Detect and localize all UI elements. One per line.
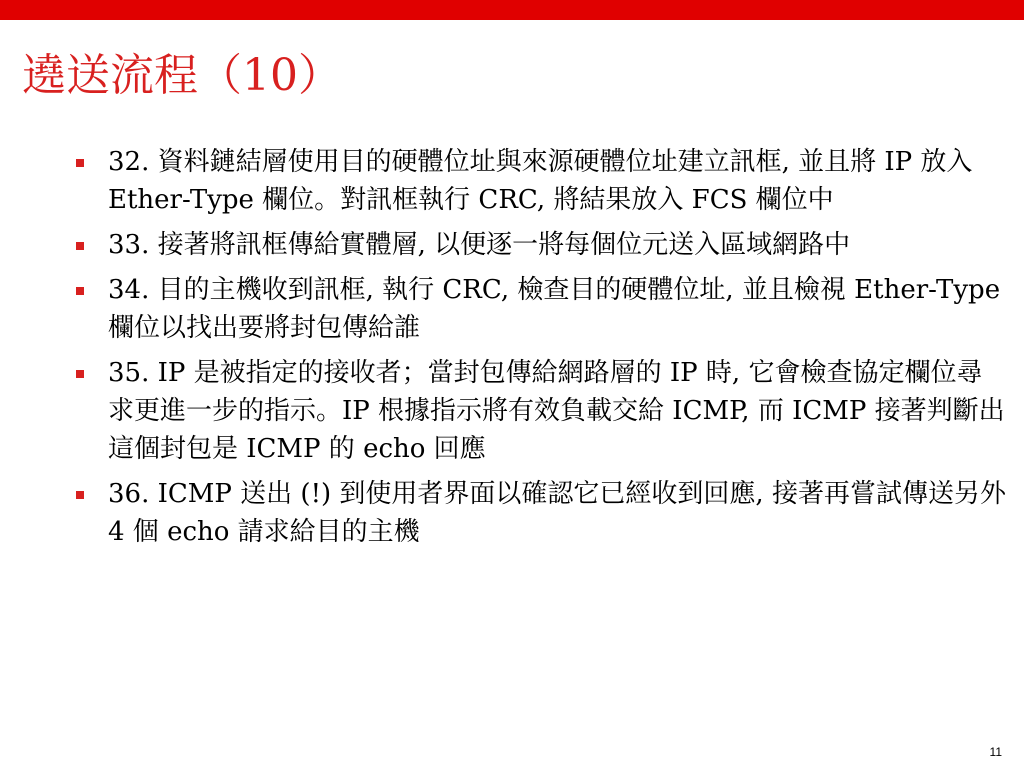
page-number: 11 [989, 745, 1002, 759]
bullet-item-35 [72, 354, 1007, 468]
bullet-text: 33. 接著將訊框傳給實體層, 以便逐一將每個位元送入區域網路中 [108, 230, 851, 260]
bullet-item-32 [72, 143, 1007, 219]
bullet-item-36 [72, 475, 1007, 551]
bullet-list [72, 143, 1007, 558]
bullet-text: 36. ICMP 送出 (!) 到使用者界面以確認它已經收到回應, 接著再嘗試傳送另外 4 個 echo 請求給目的主機 [108, 479, 1006, 547]
bullet-text: 34. 目的主機收到訊框, 執行 CRC, 檢查目的硬體位址, 並且檢視 Ether-Type 欄位以找出要將封包傳給誰 [108, 275, 1001, 343]
square-bullet-icon [76, 159, 84, 167]
slide-title: 遶送流程（10） [22, 50, 342, 101]
bullet-text: 32. 資料鏈結層使用目的硬體位址與來源硬體位址建立訊框, 並且將 IP 放入 Ether-Type 欄位。對訊框執行 CRC, 將結果放入 FCS 欄位中 [108, 147, 973, 215]
square-bullet-icon [76, 491, 84, 499]
square-bullet-icon [76, 370, 84, 378]
square-bullet-icon [76, 242, 84, 250]
bullet-item-34 [72, 271, 1007, 347]
top-accent-bar [0, 0, 1024, 20]
square-bullet-icon [76, 287, 84, 295]
bullet-text: 35. IP 是被指定的接收者；當封包傳給網路層的 IP 時, 它會檢查協定欄位尋求更進一步的指示。IP 根據指示將有效負載交給 ICMP, 而 ICMP 接著判斷出這個封包是 ICMP 的 echo 回應 [108, 358, 1005, 464]
bullet-item-33 [72, 226, 1007, 264]
